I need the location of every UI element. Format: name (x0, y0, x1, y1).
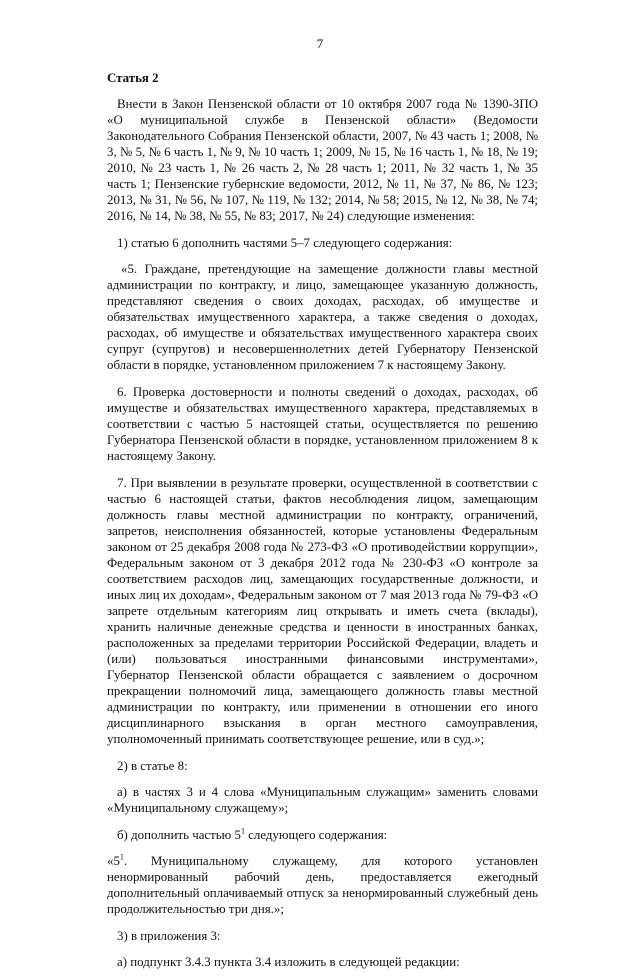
clause-5-1-superscript: 1 (119, 852, 124, 862)
item-2b-superscript: 1 (240, 826, 245, 836)
amendment-item-2: 2) в статье 8: (117, 759, 188, 773)
article-title: Статья 2 (107, 71, 159, 85)
amendment-item-1: 1) статью 6 дополнить частями 5–7 следующего содержания: (117, 236, 453, 250)
clause-5-1-text: . Муниципальному служащему, для которого установлен ненормированный рабочий день, предоставляется ежегодный дополнительный оплачиваемый отпуск за ненормированный служебный день продолжительностью три дня.»; (107, 854, 538, 916)
item-2b-text-start: б) дополнить частью 5 (117, 828, 241, 842)
clause-5-1 (107, 853, 538, 917)
amendment-item-3: 3) в приложения 3: (117, 929, 221, 943)
clause-5: «5. Граждане, претендующие на замещение должности главы местной администрации по контракту, и лицо, замещающее указанную должность, представляют сведения о своих доходах, расходах, об имуществе и обязательствах имущественного характера, а также сведения о доходах, расходах, об имуществе и обязательствах имущественного характера своих супруг (супругов) и несовершеннолетних детей Губернатору Пензенской области в порядке, установленном приложением 7 к настоящему Закону. (107, 262, 538, 372)
clause-7: 7. При выявлении в результате проверки, осуществленной в соответствии с частью 6 настоящей статьи, фактов несоблюдения лицом, замещающим должность главы местной администрации по контракту, ограничений, запретов, неисполнения обязанностей, которые установлены Федеральным законом от 25 декабря 2008 года № 273-ФЗ «О противодействии коррупции», Федеральным законом от 3 декабря 2012 года № 230-ФЗ «О контроле за соответствием расходов лиц, замещающих государственные должности, и иных лиц их доходам», Федеральным законом от 7 мая 2013 года № 79-ФЗ «О запрете отдельным категориям лиц открывать и иметь счета (вклады), хранить наличные денежные средства и ценности в иностранных банках, расположенных за пределами территории Российской Федерации, владеть и (или) пользоваться иностранными финансовыми инструментами», Губернатор Пензенской области обращается с заявлением о досрочном прекращении полномочий лица, замещающего должность главы местной администрации по контракту, или применении в отношении его иного дисциплинарного взыскания в орган местного самоуправления, уполномоченный принимать соответствующее решение, или в суд.»; (107, 476, 538, 746)
page-number: 7 (316, 36, 324, 51)
clause-6: 6. Проверка достоверности и полноты сведений о доходах, расходах, об имуществе и обязательствах имущественного характера, представляемых в соответствии с частью 5 настоящей статьи, осуществляется по решению Губернатора Пензенской области в порядке, установленном приложением 8 к настоящему Закону. (107, 385, 538, 463)
document-body (107, 70, 538, 980)
article-intro: Внести в Закон Пензенской области от 10 октября 2007 года № 1390-ЗПО «О муниципальной службе в Пензенской области» (Ведомости Законодательного Собрания Пензенской области, 2007, № 43 часть 1; 2008, № 3, № 5, № 6 часть 1, № 9, № 10 часть 1; 2009, № 15, № 16 часть 1, № 18, № 19; 2010, № 23 часть 1, № 26 часть 2, № 28 часть 1; 2011, № 32 часть 1, № 35 часть 1; Пензенские губернские ведомости, 2012, № 11, № 37, № 86, № 123; 2013, № 31, № 56, № 107, № 119, № 132; 2014, № 58; 2015, № 12, № 38, № 74; 2016, № 14, № 38, № 55, № 83; 2017, № 24) следующие изменения: (107, 97, 538, 223)
amendment-item-3a: а) подпункт 3.4.3 пункта 3.4 изложить в следующей редакции: (117, 955, 460, 969)
clause-5-1-start: «5 (107, 854, 120, 868)
amendment-item-2b (107, 827, 538, 843)
amendment-item-2a: а) в частях 3 и 4 слова «Муниципальным служащим» заменить словами «Муниципальному служащему»; (107, 785, 538, 815)
item-2b-text-end: следующего содержания: (244, 828, 388, 842)
